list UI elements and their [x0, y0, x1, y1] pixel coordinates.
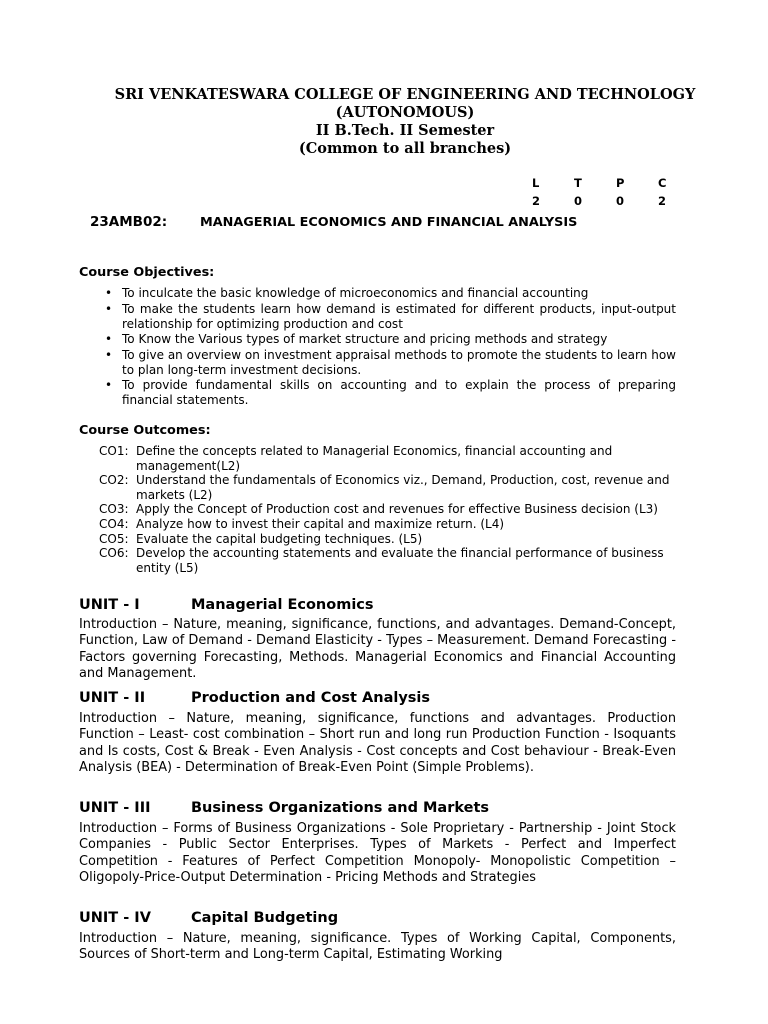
objectives-heading: Course Objectives:: [79, 265, 215, 280]
unit-title: Business Organizations and Markets: [191, 800, 490, 816]
program-label: II B.Tech. II Semester: [315, 122, 495, 139]
objective-item: • To provide fundamental skills on accounting and to explain the process of preparing financial statements.: [100, 378, 676, 408]
ltpc-table: [526, 174, 694, 210]
outcome-item: [99, 532, 679, 547]
outcome-tag: CO4:: [99, 516, 129, 531]
ltpc-value: 2: [532, 194, 541, 208]
course-title: MANAGERIAL ECONOMICS AND FINANCIAL ANALYSIS: [200, 215, 578, 230]
outcome-item: [99, 546, 679, 575]
unit-title: Production and Cost Analysis: [191, 690, 431, 706]
outcome-tag: CO3:: [99, 502, 129, 517]
objectives-list: [100, 286, 676, 409]
outcome-tag: CO2:: [99, 473, 129, 488]
unit-number: UNIT - II: [79, 690, 146, 706]
college-name: SRI VENKATESWARA COLLEGE OF ENGINEERING AND TECHNOLOGY: [114, 86, 696, 103]
outcome-tag: CO6:: [99, 546, 129, 561]
outcomes-heading: Course Outcomes:: [79, 423, 211, 438]
ltpc-label: L: [532, 176, 540, 190]
outcome-item: [99, 517, 679, 532]
unit-4-heading: [79, 910, 338, 926]
unit-4-body: Introduction – Nature, meaning, significance. Types of Working Capital, Components, Sources of Short-term and Long-term Capital, Estimating Working: [79, 931, 676, 963]
unit-2-body: Introduction – Nature, meaning, significance, functions and advantages. Production Function – Least- cost combination – Short run and long run Production Function - Isoquants and Is costs, Cost & Break - Even Analysis - Cost concepts and Cost behaviour - Break-Even Analysis (BEA) - Determination of Break-Even Point (Simple Problems).: [79, 711, 676, 775]
unit-3-body: Introduction – Forms of Business Organizations - Sole Proprietary - Partnership - Joint Stock Companies - Public Sector Enterprises. Types of Markets - Perfect and Imperfect Competition - Features of Perfect Competition Monopoly- Monopolistic Competition – Oligopoly-Price-Output Determination - Pricing Methods and Strategies: [79, 821, 676, 885]
ltpc-value: 2: [658, 194, 667, 208]
ltpc-label: T: [574, 176, 582, 190]
unit-1-heading: [79, 597, 374, 613]
autonomous-label: (AUTONOMOUS): [335, 104, 475, 121]
objective-item: • To give an overview on investment appraisal methods to promote the students to learn how to plan long-term investment decisions.: [100, 348, 676, 378]
unit-1-body: Introduction – Nature, meaning, significance, functions, and advantages. Demand-Concept, Function, Law of Demand - Demand Elasticity - Types – Measurement. Demand Forecasting - Factors governing Forecasting, Methods. Managerial Economics and Financial Accounting and Management.: [79, 617, 676, 681]
outcome-item: [99, 502, 679, 517]
course-code: 23AMB02:: [90, 214, 168, 230]
unit-title: Managerial Economics: [191, 597, 374, 613]
unit-title: Capital Budgeting: [191, 910, 339, 926]
outcome-text: Understand the fundamentals of Economics viz., Demand, Production, cost, revenue and markets (L2): [136, 473, 670, 502]
outcome-text: Evaluate the capital budgeting techniques. (L5): [136, 531, 423, 546]
unit-2-heading: [79, 690, 430, 706]
unit-number: UNIT - I: [79, 597, 140, 613]
unit-3-heading: [79, 800, 489, 816]
outcomes-list: [99, 444, 679, 575]
outcome-text: Apply the Concept of Production cost and revenues for effective Business decision (L3): [136, 502, 658, 517]
outcome-item: [99, 473, 679, 502]
outcome-item: [99, 444, 679, 473]
outcome-text: Define the concepts related to Managerial Economics, financial accounting and management(L2): [136, 444, 613, 473]
objective-item: • To make the students learn how demand is estimated for different products, input-output relationship for optimizing production and cost: [100, 302, 676, 332]
outcome-text: Analyze how to invest their capital and maximize return. (L4): [136, 516, 505, 531]
common-label: (Common to all branches): [298, 140, 512, 157]
ltpc-labels-row: [526, 174, 694, 192]
unit-number: UNIT - III: [79, 800, 151, 816]
ltpc-label: C: [658, 176, 667, 190]
ltpc-values-row: [526, 192, 694, 210]
objective-item: • To Know the Various types of market structure and pricing methods and strategy: [100, 332, 676, 347]
outcome-tag: CO5:: [99, 531, 129, 546]
objective-item: • To inculcate the basic knowledge of microeconomics and financial accounting: [100, 286, 676, 301]
document-header: [80, 86, 730, 158]
outcome-text: Develop the accounting statements and evaluate the financial performance of business entity (L5): [136, 546, 664, 575]
unit-number: UNIT - IV: [79, 910, 151, 926]
ltpc-label: P: [616, 176, 625, 190]
ltpc-value: 0: [574, 194, 583, 208]
ltpc-value: 0: [616, 194, 625, 208]
outcome-tag: CO1:: [99, 444, 129, 458]
